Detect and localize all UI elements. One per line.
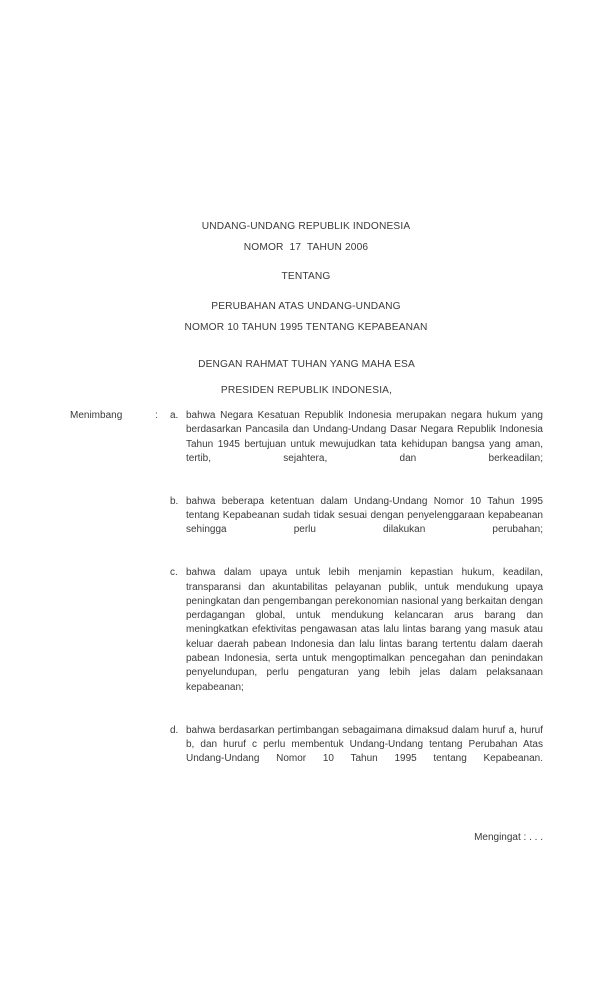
considerans-item-marker: a. [170, 410, 179, 421]
masthead-line-subject-2: NOMOR 10 TAHUN 1995 TENTANG KEPABEANAN [184, 322, 428, 333]
considerans-item-list [170, 409, 543, 781]
masthead-line-republic: UNDANG-UNDANG REPUBLIK INDONESIA [201, 221, 411, 232]
considerans-item [170, 566, 543, 709]
masthead-line-subject-1: PERUBAHAN ATAS UNDANG-UNDANG [211, 301, 401, 312]
considerans-item [170, 409, 543, 480]
considerans-item-text: bahwa Negara Kesatuan Republik Indonesia merupakan negara hukum yang berdasarkan Pancasila dan Undang-Undang Dasar Negara Republik Indonesia Tahun 1945 bertujuan untuk mewujudkan tata kehidupan bangsa yang aman, tertib, sejahtera, dan berkeadilan; [186, 410, 543, 464]
considerans-item-text: bahwa dalam upaya untuk lebih menjamin kepastian hukum, keadilan, transparansi dan akuntabilitas pelayanan publik, untuk mendukung upaya peningkatan dan pengembangan perekonomian nasional yang berkaitan dengan perdagangan global, untuk mendukung kelancaran arus barang dan meningkatkan efektivitas pengawasan atas lalu lintas barang yang masuk atau keluar daerah pabean Indonesia dan lalu lintas barang tertentu dalam daerah pabean Indonesia, serta untuk mengoptimalkan pencegahan dan penindakan penyelundupan, perlu pengaturan yang lebih jelas dalam pelaksanaan kepabeanan; [186, 567, 543, 693]
blessing-line: DENGAN RAHMAT TUHAN YANG MAHA ESA [198, 359, 415, 370]
authority-line: PRESIDEN REPUBLIK INDONESIA, [220, 385, 393, 396]
considerans-item-marker: b. [170, 495, 179, 507]
considerans-item [170, 724, 543, 781]
considerans-colon: : [155, 410, 158, 421]
considerans-item-text: bahwa berdasarkan pertimbangan sebagaimana dimaksud dalam huruf a, huruf b, dan huruf c perlu membentuk Undang-Undang tentang Perubahan Atas Undang-Undang Nomor 10 Tahun 1995 tentang Kepabeanan. [186, 724, 543, 765]
catchword-mengingat: Mengingat : . . . [474, 832, 543, 843]
considerans-item [170, 495, 543, 552]
masthead-line-tentang: TENTANG [281, 271, 331, 282]
considerans-item-marker: d. [170, 724, 179, 736]
considerans-item-text: bahwa beberapa ketentuan dalam Undang-Undang Nomor 10 Tahun 1995 tentang Kepabeanan sudah tidak sesuai dengan penyelenggaraan kepabeanan sehingga perlu dilakukan perubahan; [186, 495, 543, 536]
subheader [70, 354, 543, 402]
considerans-section [70, 409, 543, 781]
masthead [0, 216, 612, 338]
considerans-label: Menimbang [70, 410, 123, 421]
considerans-item-marker: c. [170, 567, 178, 579]
masthead-line-number-year: NOMOR 17 TAHUN 2006 [243, 242, 369, 253]
